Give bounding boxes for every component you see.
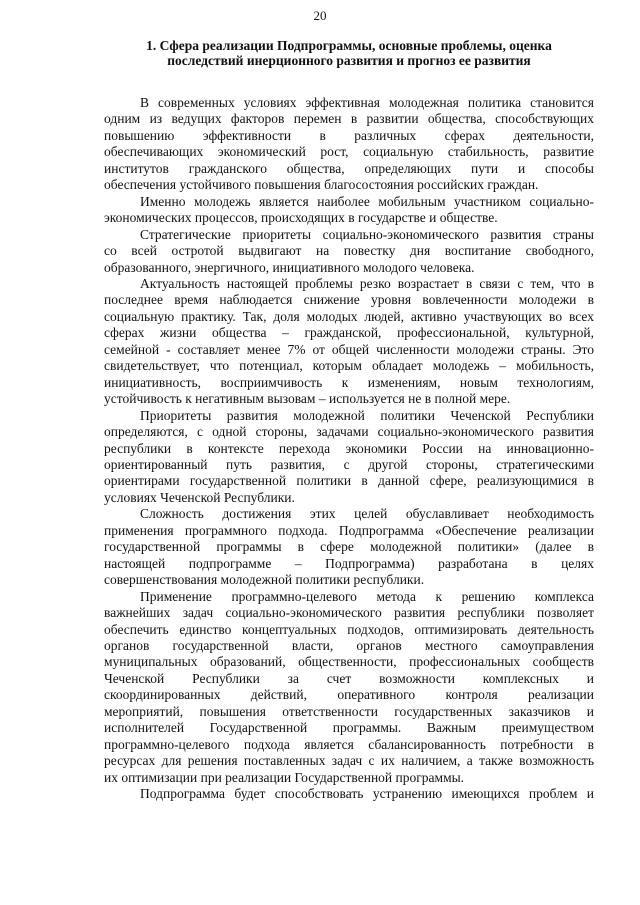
paragraph-line: применения программного подхода. Подпрограмма «Обеспечение реализации (104, 522, 594, 538)
paragraph-line: государственной программы в сфере молодежной политики» (далее в (104, 539, 594, 555)
paragraph-line: муниципальных образований, общественности, профессиональных сообществ (104, 654, 594, 670)
paragraph-line: их оптимизации при реализации Государственной программы. (104, 769, 465, 785)
paragraph-line: Приоритеты развития молодежной политики Чеченской Республики (140, 407, 594, 423)
paragraph-line: программно-целевого подхода является сбалансированность потребности в (104, 736, 594, 752)
paragraph-line: семейной - составляет менее 7% от общей численности молодежи страны. Это (104, 341, 594, 357)
paragraph-line: Подпрограмма будет способствовать устранению имеющихся проблем и (140, 786, 594, 802)
paragraph-line: образованного, энергичного, инициативного молодого человека. (104, 259, 475, 275)
paragraph (104, 589, 594, 786)
paragraph-line: одним из ведущих факторов перемен в развитии общества, способствующих (104, 111, 594, 127)
paragraph-line: Чеченской Республики за счет возможности комплексных и (104, 670, 594, 686)
paragraph-line: инициативность, восприимчивость к изменениям, новым технологиям, (104, 374, 594, 390)
paragraph-line: со всей остротой выдвигают на повестку дня воспитание свободного, (104, 243, 594, 259)
paragraph-line: республики в контексте перехода экономики России на инновационно- (104, 440, 594, 456)
paragraph-line: настоящей подпрограмме – Подпрограмма) разработана в целях (104, 555, 594, 571)
paragraph-line: органов государственной власти, органов местного самоуправления (104, 637, 594, 653)
paragraph-line: скоординированных действий, оперативного контроля реализации (104, 687, 594, 703)
section-heading-line: последствий инерционного развития и прогноз ее развития (167, 53, 531, 68)
paragraph-line: обеспечить единство концептуальных подходов, оптимизировать деятельность (104, 621, 594, 637)
paragraph-line: институтов гражданского общества, определяющих пути и способы (104, 160, 594, 176)
paragraph (104, 194, 594, 227)
paragraph-line: ориентированный путь развития, с другой стороны, стратегическими (104, 456, 594, 472)
paragraph-line: мероприятий, повышения ответственности государственных заказчиков и (104, 703, 594, 719)
paragraph-line: последнее время наблюдается снижение уровня вовлеченности молодежи в (104, 292, 594, 308)
paragraph-line: социальную практику. Так, доля молодых людей, активно участвующих во всех (104, 308, 594, 324)
paragraph-line: ориентирами государственной политики в данной сфере, реализующимися в (104, 473, 594, 489)
paragraph-line: устойчивость к негативным вызовам – используется не в полной мере. (104, 391, 511, 407)
paragraph-line: повышению эффективности в различных сферах деятельности, (104, 127, 594, 143)
paragraph (104, 506, 594, 588)
paragraph (104, 408, 594, 507)
paragraph-line: определяются, с одной стороны, задачами социально-экономического развития (104, 424, 594, 440)
section-heading-line: 1. Сфера реализации Подпрограммы, основные проблемы, оценка (146, 38, 552, 53)
paragraph-line: свидетельствует, что потенциал, которым обладает молодежь – мобильность, (104, 358, 594, 374)
paragraph (104, 95, 594, 194)
paragraph (104, 276, 594, 408)
paragraph-line: условиях Чеченской Республики. (104, 489, 295, 505)
paragraph (104, 227, 594, 276)
paragraph-line: исполнителей Государственной программы. Важным преимуществом (104, 720, 594, 736)
paragraph-line: Сложность достижения этих целей обуславливает необходимость (140, 506, 594, 522)
paragraph-line: совершенствования молодежной политики республики. (104, 572, 425, 588)
paragraph-line: В современных условиях эффективная молодежная политика становится (140, 95, 594, 110)
paragraph-line: обеспечивающих экономический рост, социальную стабильность, развитие (104, 144, 594, 160)
page-number: 20 (313, 8, 327, 23)
paragraph-line: важнейших задач социально-экономического развития республики позволяет (104, 605, 594, 621)
paragraph-line: Актуальность настоящей проблемы резко возрастает в связи с тем, что в (140, 275, 594, 291)
paragraph-line: сферах жизни общества – гражданской, профессиональной, культурной, (104, 325, 594, 341)
section-heading (104, 38, 594, 68)
document-body (104, 95, 594, 802)
paragraph-line: Применение программно-целевого метода к решению комплекса (140, 588, 594, 604)
paragraph-line: Стратегические приоритеты социально-экономического развития страны (140, 226, 594, 242)
paragraph-line: ресурсах для решения поставленных задач с их наличием, а также возможность (104, 753, 594, 769)
paragraph-line: Именно молодежь является наиболее мобильным участником социально- (140, 193, 594, 209)
paragraph-line: экономических процессов, происходящих в государстве и обществе. (104, 210, 498, 226)
paragraph-line: обеспечения устойчивого повышения благосостояния российских граждан. (104, 177, 539, 193)
paragraph (104, 786, 594, 802)
